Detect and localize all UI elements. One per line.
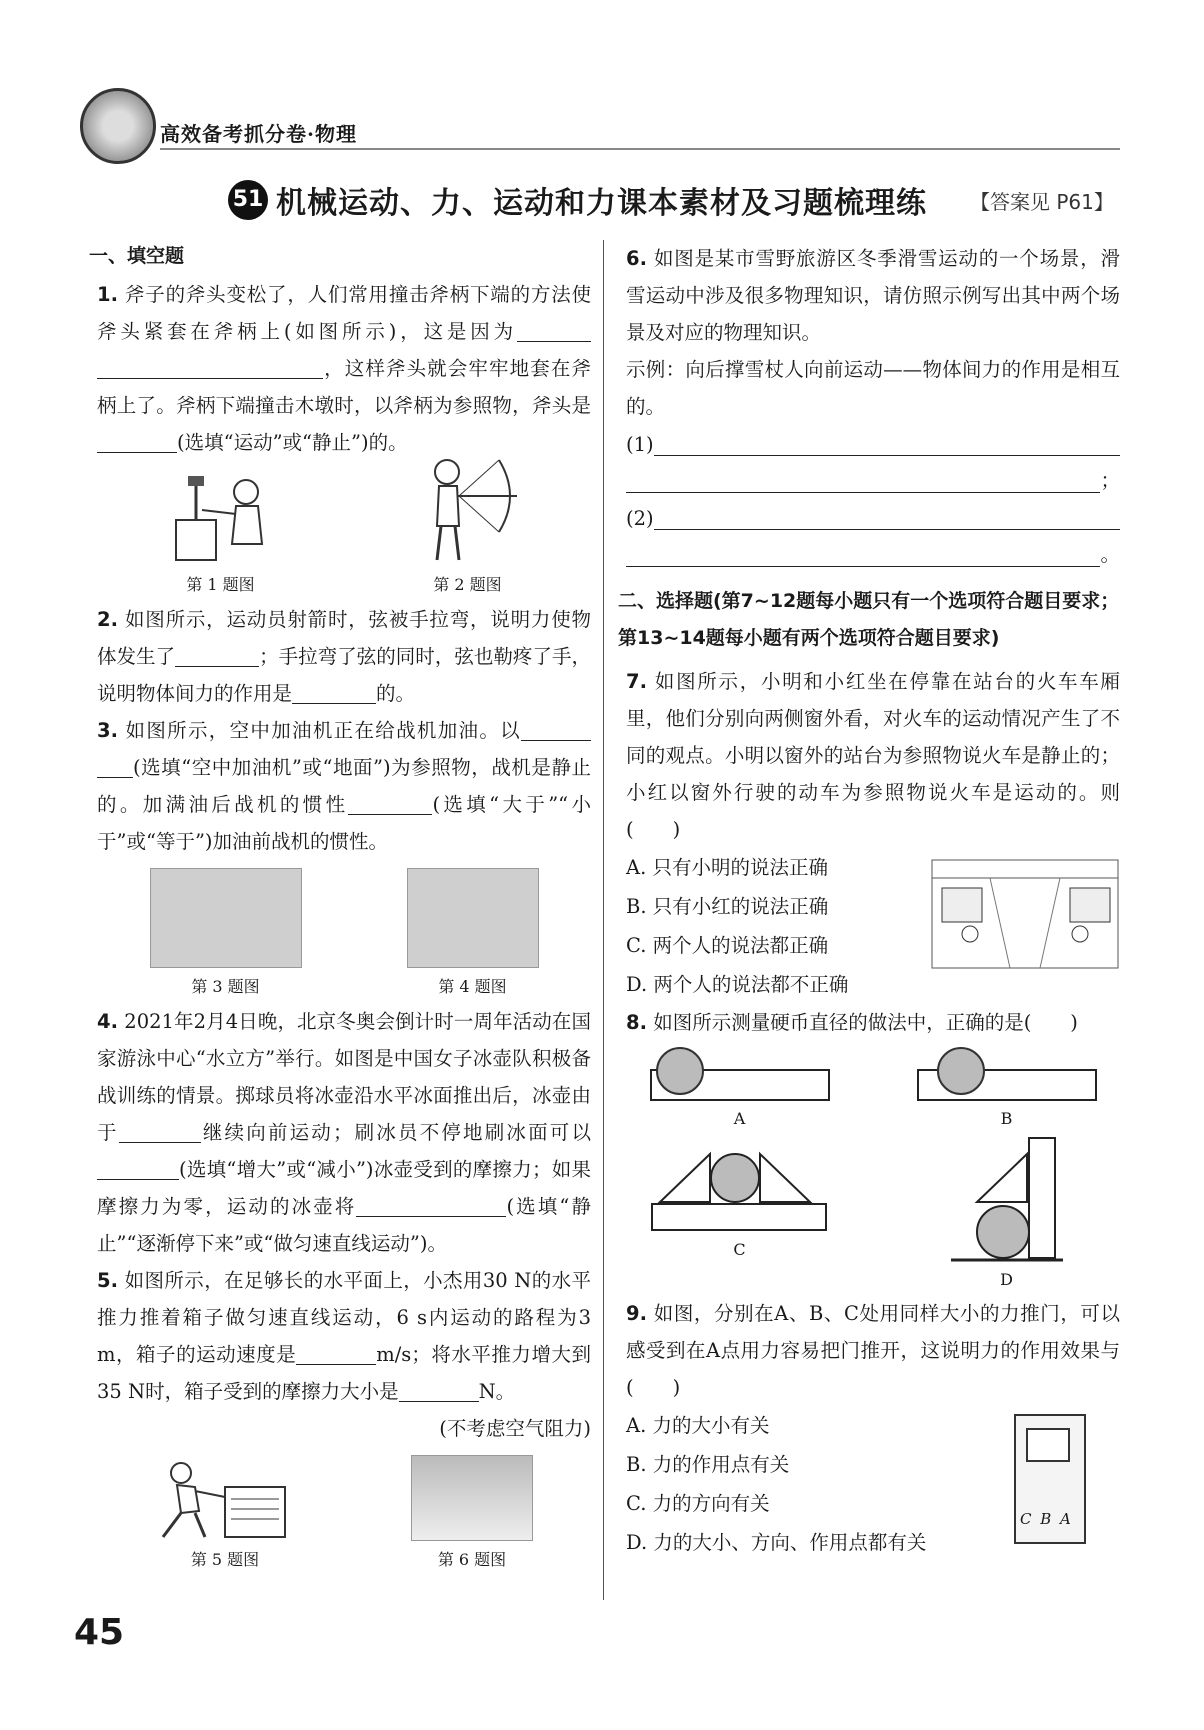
figure-row [97, 469, 591, 595]
option-c[interactable]: C. 力的方向有关 [626, 1492, 770, 1515]
method-b [893, 1047, 1120, 1128]
figure-caption: 第 2 题图 [433, 575, 502, 594]
series-title: 高效备考抓分卷·物理 [160, 122, 357, 146]
option-b[interactable]: B. 力的作用点有关 [626, 1453, 790, 1476]
option-a[interactable]: A. 只有小明的说法正确 [626, 856, 828, 879]
option-d[interactable]: D. 力的大小、方向、作用点都有关 [626, 1531, 927, 1554]
vertical-ruler-diagram [947, 1134, 1067, 1264]
figure-3 [150, 868, 302, 997]
figure-6 [411, 1455, 533, 1570]
answer-blank[interactable] [119, 1118, 201, 1143]
figure-caption: 第 4 题图 [438, 977, 507, 996]
answer-line-2: (2) [626, 499, 1120, 530]
figure-row [97, 868, 591, 997]
option-b[interactable]: B. 只有小红的说法正确 [626, 895, 829, 918]
answer-blank[interactable] [356, 1192, 506, 1217]
answer-blank[interactable] [97, 428, 177, 453]
column-divider [603, 240, 604, 1600]
refueling-photo [150, 868, 302, 968]
door-point-labels: C B A [1020, 1510, 1073, 1528]
page-title: 机械运动、力、运动和力课本素材及习题梳理练 [276, 186, 927, 221]
answer-blank[interactable] [399, 1377, 479, 1402]
header-rule [160, 148, 1120, 150]
question-2: 2. 如图所示，运动员射箭时，弦被手拉弯，说明力使物体发生了 ；手拉弯了弦的同时，弦也勒疼了手，说明物体间力的作用是 的。 [97, 608, 591, 705]
answer-blank[interactable] [296, 1340, 376, 1365]
method-a [626, 1047, 853, 1128]
axe-illustration [166, 470, 276, 566]
pushing-box-illustration [155, 1457, 295, 1541]
coin [937, 1047, 985, 1095]
answer-blank[interactable] [97, 1155, 179, 1180]
figure-caption: 第 5 题图 [190, 1550, 260, 1569]
answer-line-1b: ； [626, 462, 1120, 493]
page-number: 45 [74, 1612, 125, 1653]
option-d[interactable]: D. 两个人的说法都不正确 [626, 973, 849, 996]
method-c [626, 1134, 853, 1289]
question-6-example: 示例：向后撑雪杖人向前运动——物体间力的作用是相互的。 [626, 358, 1120, 418]
option-c[interactable]: C. 两个人的说法都正确 [626, 934, 829, 957]
triangles-ruler-diagram [650, 1134, 830, 1234]
answer-blank[interactable] [175, 642, 259, 667]
question-9: 9. 如图，分别在A、B、C处用同样大小的力推门，可以感受到在A点用力容易把门推开，这说明力的作用效果与( ) [626, 1302, 1120, 1399]
answer-line-2b: 。 [626, 536, 1120, 567]
chapter-number: 51 [228, 180, 268, 220]
option-label: B [1000, 1109, 1013, 1128]
question-9-body [626, 1406, 1120, 1562]
answer-line-1: (1) [626, 425, 1120, 456]
question-7-body [626, 848, 1120, 1004]
answer-blank[interactable] [654, 425, 1120, 456]
skiing-photo [411, 1455, 533, 1541]
section-heading: 二、选择题(第7~12题每小题只有一个选项符合题目要求；第13~14题每小题有两个选项符合题目要求) [618, 590, 1120, 649]
option-list [626, 848, 848, 1004]
question-8: 8. 如图所示测量硬币直径的做法中，正确的是( ) [626, 1011, 1078, 1034]
curling-photo [407, 868, 539, 968]
question-5-note: (不考虑空气阻力) [439, 1417, 591, 1440]
question-4: 4. 2021年2月4日晚，北京冬奥会倒计时一周年活动在国家游泳中心“水立方”举行。如图是中国女子冰壶队积极备战训练的情景。掷球员将冰壶沿水平冰面推出后，冰壶由于 继续向前运动；刷冰员不停地刷冰面可以(选填“增大”或“减小”)冰壶受到的摩擦力；如果摩擦力为零，运动的冰壶将 (选填“静止”“逐渐停下来”或“做匀速直线运动”)。 [97, 1010, 591, 1255]
section-heading: 一、填空题 [89, 245, 185, 267]
figure-1 [166, 470, 276, 595]
archer-illustration [413, 456, 523, 566]
answer-blank[interactable] [97, 354, 323, 379]
coin-measurement-options [626, 1047, 1120, 1289]
question-1: 1. 斧子的斧头变松了，人们常用撞击斧柄下端的方法使斧头紧套在斧柄上(如图所示)，这是因为 ，这样斧头就会牢牢地套在斧柄上了。斧柄下端撞击木墩时，以斧柄为参照物，斧头是(选填“运动”或“静止”)的。 [97, 283, 591, 454]
train-carriage-illustration [930, 858, 1120, 970]
coin [656, 1047, 704, 1095]
question-5: 5. 如图所示，在足够长的水平面上，小杰用30 N的水平推力推着箱子做匀速直线运动，6 s内运动的路程为3 m，箱子的运动速度是 m/s；将水平推力增大到35 N时，箱子受到的摩擦力大小是 N。 [97, 1269, 592, 1403]
figure-caption: 第 3 题图 [191, 977, 260, 996]
publisher-logo [80, 88, 156, 164]
question-6: 6. 如图是某市雪野旅游区冬季滑雪运动的一个场景，滑雪运动中涉及很多物理知识，请仿照示例写出其中两个场景及对应的物理知识。 [626, 247, 1120, 344]
figure-2 [413, 456, 523, 595]
answer-blank[interactable] [521, 716, 591, 741]
answer-blank[interactable] [654, 499, 1120, 530]
figure-caption: 第 6 题图 [437, 1550, 507, 1569]
figure-4 [407, 868, 539, 997]
left-column [89, 240, 592, 1576]
question-7: 7. 如图所示，小明和小红坐在停靠在站台的火车车厢里，他们分别向两侧窗外看，对火车的运动情况产生了不同的观点。小明以窗外的站台为参照物说火车是静止的；小红以窗外行驶的动车为参照物说火车是运动的。则( ) [626, 670, 1120, 841]
option-label: D [1000, 1270, 1013, 1289]
option-label: A [733, 1109, 746, 1128]
method-d [893, 1134, 1120, 1289]
answer-blank[interactable] [626, 536, 1100, 567]
figure-row [97, 1455, 591, 1570]
answer-blank[interactable] [517, 317, 591, 342]
right-column [618, 240, 1120, 1562]
option-list [626, 1406, 926, 1562]
figure-5 [155, 1457, 295, 1570]
answer-blank[interactable] [626, 462, 1100, 493]
answer-blank[interactable] [292, 679, 376, 704]
door-illustration [1014, 1414, 1090, 1544]
answer-blank[interactable] [348, 790, 432, 815]
answer-blank[interactable] [97, 753, 133, 778]
figure-caption: 第 1 题图 [186, 575, 255, 594]
option-a[interactable]: A. 力的大小有关 [626, 1414, 770, 1437]
answer-reference: 【答案见 P61】 [970, 190, 1114, 214]
question-3: 3. 如图所示，空中加油机正在给战机加油。以 (选填“空中加油机”或“地面”)为参照物，战机是静止的。加满油后战机的惯性 (选填“大于”“小于”或“等于”)加油前战机的惯性。 [97, 712, 591, 860]
option-label: C [733, 1240, 746, 1259]
